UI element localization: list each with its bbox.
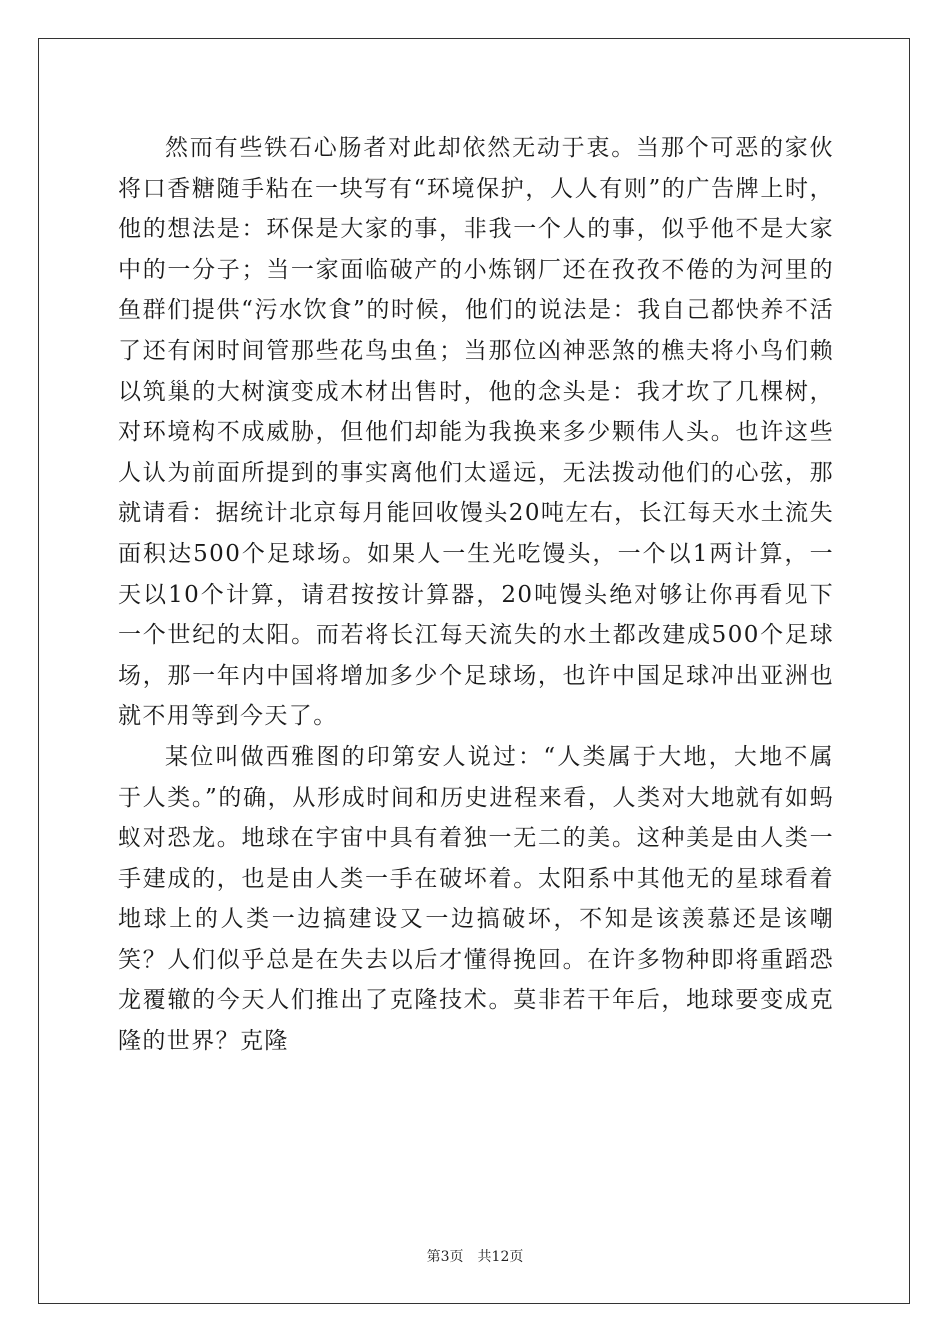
page-number-current: 第3页: [426, 1249, 464, 1265]
paragraph-1: 然而有些铁石心肠者对此却依然无动于衷。当那个可恶的家伙将口香糖随手粘在一块写有“环境保护，人人有则”的广告牌上时，他的想法是：环保是大家的事，非我一个人的事，似乎他不是大家中的一分子；当一家面临破产的小炼钢厂还在孜孜不倦的为河里的鱼群们提供“污水饮食”的时候，他们的说法是：我自己都快养不活了还有闲时间管那些花鸟虫鱼；当那位凶神恶煞的樵夫将小鸟们赖以筑巢的大树演变成木材出售时，他的念头是：我才坎了几棵树，对环境构不成威胁，但他们却能为我换来多少颗伟人头。也许这些人认为前面所提到的事实离他们太遥远，无法拨动他们的心弦，那就请看：据统计北京每月能回收馒头20吨左右，长江每天水土流失面积达500个足球场。如果人一生光吃馒头，一个以1两计算，一天以10个计算，请君按按计算器，20吨馒头绝对够让你再看见下一个世纪的太阳。而若将长江每天流失的水土都改建成500个足球场，那一年内中国将增加多少个足球场，也许中国足球冲出亚洲也就不用等到今天了。: [118, 135, 834, 730]
page-number-total: 共12页: [477, 1249, 524, 1265]
paragraph-2: 某位叫做西雅图的印第安人说过：“人类属于大地，大地不属于人类。”的确，从形成时间和历史进程来看，人类对大地就有如蚂蚁对恐龙。地球在宇宙中具有着独一无二的美。这种美是由人类一手建成的，也是由人类一手在破坏着。太阳系中其他无的星球看着地球上的人类一边搞建设又一边搞破坏，不知是该羡慕还是该嘲笑？人们似乎总是在失去以后才懂得挽回。在许多物种即将重蹈恐龙覆辙的今天人们推出了克隆技术。莫非若干年后，地球要变成克隆的世界？克隆: [118, 743, 834, 1055]
page-footer: [0, 1246, 950, 1266]
document-body: [118, 128, 834, 1062]
